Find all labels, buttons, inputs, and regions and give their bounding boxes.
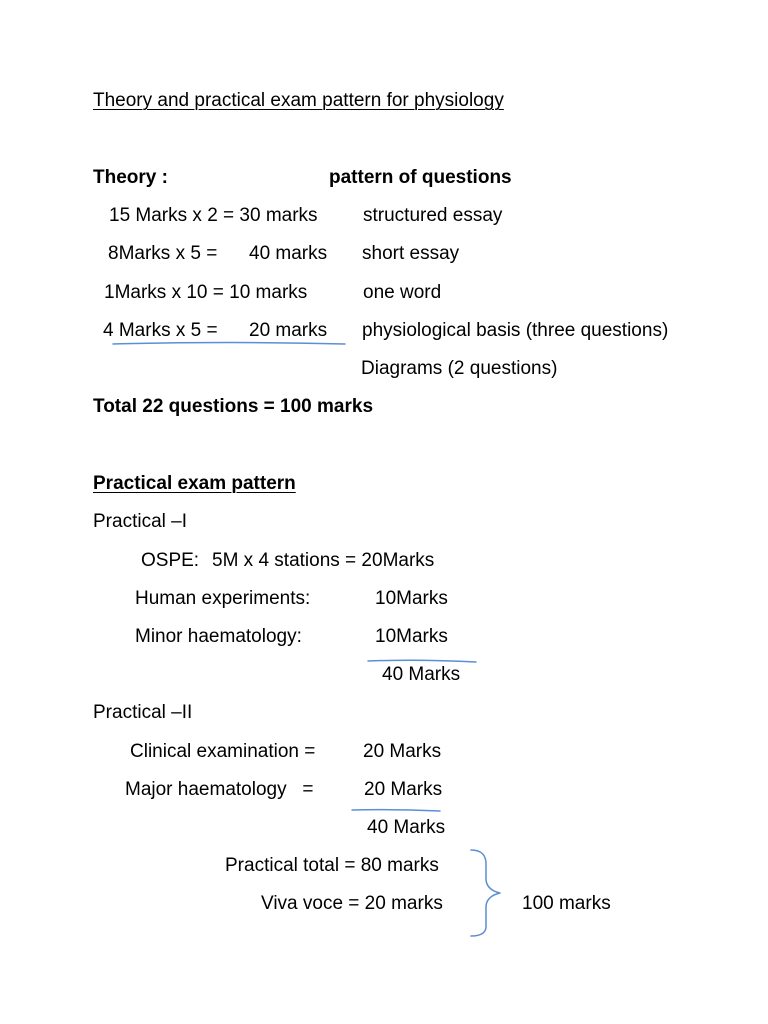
theory-row-2-type: short essay (362, 243, 460, 264)
page-title: Theory and practical exam pattern for physiology (93, 90, 504, 111)
ink-brace (471, 850, 500, 936)
practical-2-subtotal: 40 Marks (367, 817, 446, 838)
clinical-examination-value: 20 Marks (363, 741, 442, 762)
theory-row-4-total: 20 marks (249, 320, 328, 341)
ink-underline-practical-1 (368, 660, 476, 662)
major-haematology-value: 20 Marks (364, 779, 443, 800)
practical-1-label: Practical –I (93, 511, 187, 532)
practical-total: Practical total = 80 marks (225, 855, 439, 876)
theory-heading: Theory : (93, 167, 168, 188)
human-experiments-label: Human experiments: (135, 588, 311, 609)
practical-1-subtotal: 40 Marks (382, 664, 461, 685)
ospe-value: 5M x 4 stations = 20Marks (212, 550, 435, 571)
theory-row-2-marks: 8Marks x 5 = (108, 243, 218, 264)
minor-haematology-value: 10Marks (375, 626, 448, 647)
ospe-label: OSPE: (141, 550, 200, 571)
minor-haematology-label: Minor haematology: (135, 626, 302, 647)
grand-total: 100 marks (522, 893, 611, 914)
viva-voce: Viva voce = 20 marks (261, 893, 443, 914)
theory-row-3-type: one word (363, 282, 442, 303)
practical-2-label: Practical –II (93, 702, 193, 723)
human-experiments-value: 10Marks (375, 588, 448, 609)
theory-row-1-type: structured essay (363, 205, 503, 226)
ink-underline-practical-2 (352, 810, 440, 811)
theory-row-2-total: 40 marks (249, 243, 328, 264)
theory-total: Total 22 questions = 100 marks (93, 396, 374, 417)
theory-row-3-marks: 1Marks x 10 = 10 marks (104, 282, 308, 303)
theory-extra: Diagrams (2 questions) (361, 358, 558, 379)
clinical-examination-label: Clinical examination = (130, 741, 316, 762)
practical-heading: Practical exam pattern (93, 473, 296, 494)
theory-row-4-type: physiological basis (three questions) (362, 320, 669, 341)
theory-row-1-marks: 15 Marks x 2 = 30 marks (109, 205, 318, 226)
theory-row-4-marks: 4 Marks x 5 = (103, 320, 218, 341)
major-haematology-label: Major haematology = (125, 779, 314, 800)
pattern-heading: pattern of questions (329, 167, 512, 188)
